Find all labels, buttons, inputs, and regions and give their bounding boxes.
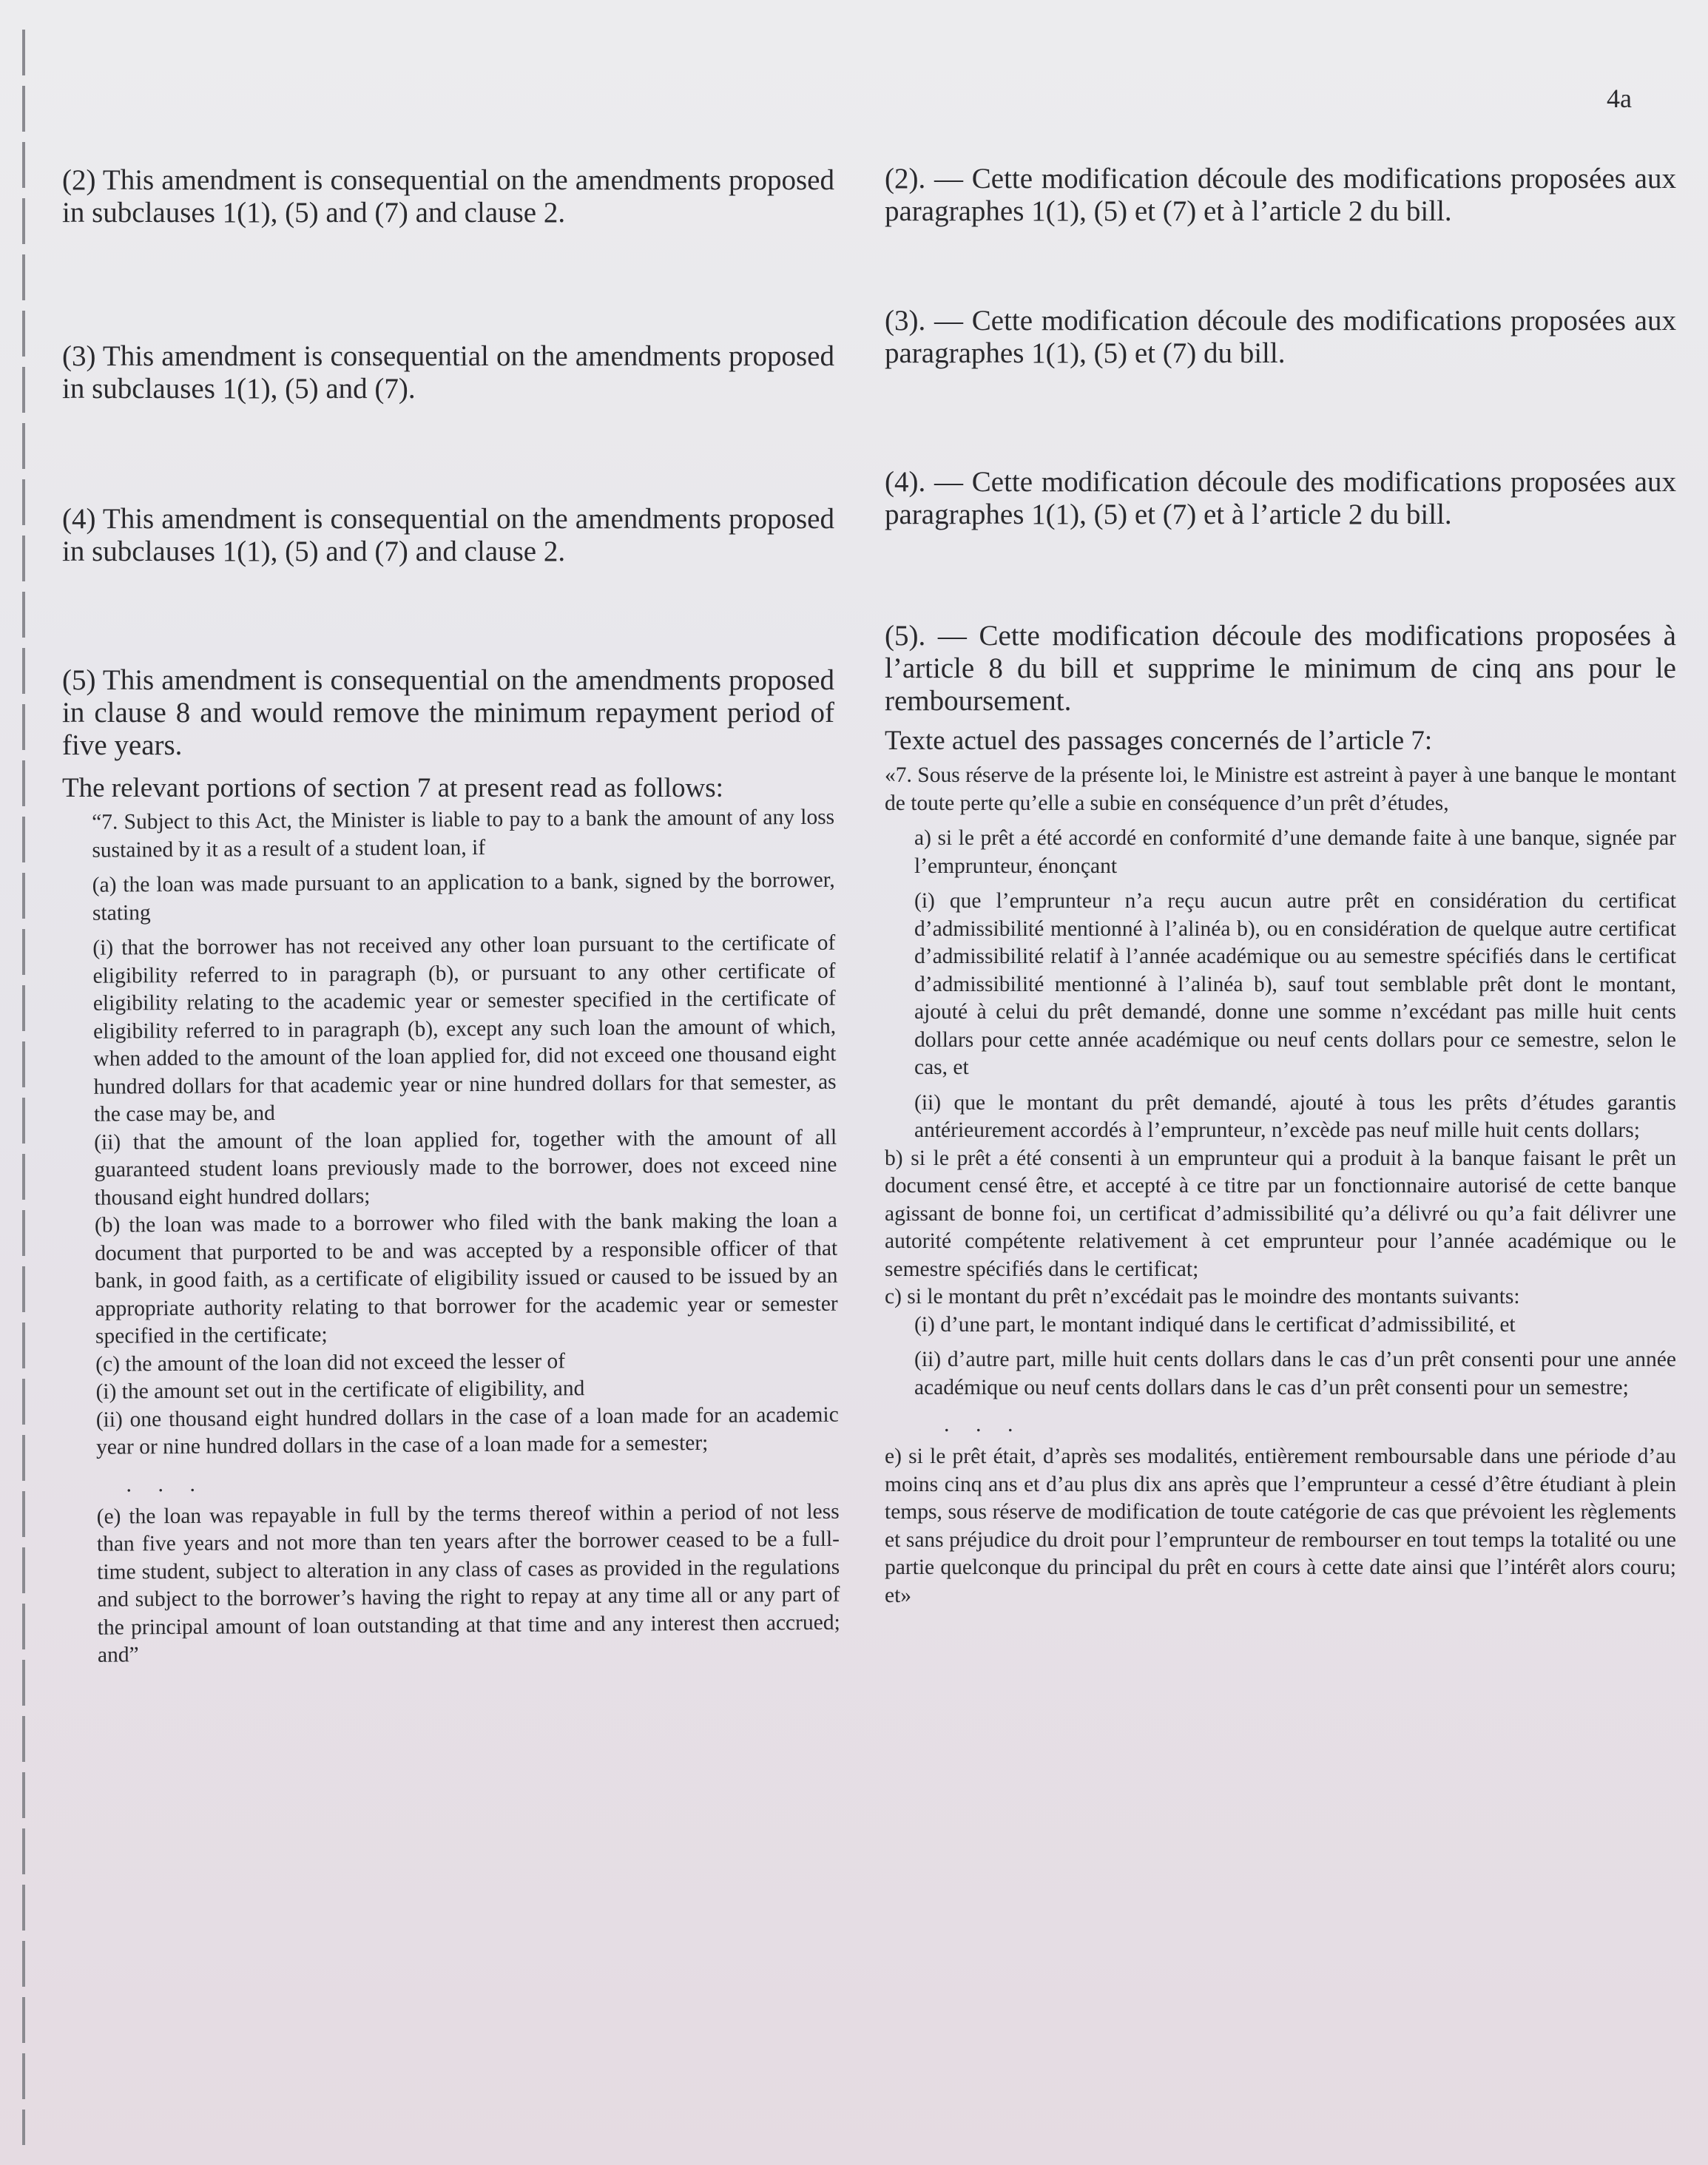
para-c-ii-fr: (ii) d’autre part, mille huit cents dollars dans le cas d’un prêt consenti pour une année académique ou neuf cents dollars dans le cas d’un prêt consenti pour un semestre; <box>914 1348 1676 1399</box>
note-3-fr: (3). — Cette modification découle des modifications proposées aux paragraphes 1(1), (5) et (7) du bill. <box>885 305 1676 369</box>
binding-edge <box>22 30 25 2145</box>
page-number: 4a <box>1607 84 1632 113</box>
note-4-en: (4) This amendment is consequential on the amendments proposed in subclauses 1(1), (5) and (7) and clause 2. <box>62 503 834 567</box>
para-c-fr: c) si le montant du prêt n’excédait pas le moindre des montants suivants: <box>885 1285 1520 1308</box>
para-a-i-en: (i) that the borrower has not received any other loan pursuant to the certificate of eligibility referred to in paragraph (b), or pursuant to any other certificate of eligibility relating to the academic year or semester specified in the certificate of eligibility referred to in paragraph (b), except any such loan the amount of which, when added to the amount of the loan applied for, did not exceed one thousand eight hundred dollars for that academic year or nine hundred dollars for that semester, as the case may be, and <box>92 930 837 1127</box>
section-7-lead-fr: Texte actuel des passages concernés de l’article 7: <box>885 726 1433 756</box>
section-7-lead-en: The relevant portions of section 7 at present read as follows: <box>62 773 723 803</box>
note-4-fr: (4). — Cette modification découle des modifications proposées aux paragraphes 1(1), (5) et (7) et à l’article 2 du bill. <box>885 466 1676 530</box>
section-7-quote-fr <box>885 762 1676 1610</box>
para-b-fr: b) si le prêt a été consenti à un emprunteur qui a produit à la banque faisant le prêt un document censé être, et accepté à ce titre par un fonctionnaire autorisé de cette banque agissant de bonne foi, un certificat d’admissibilité qu’a délivré ou qu’a fait délivrer une autorité compétente relativement à cet emprunteur pour l’année académique ou le semestre spécifiés dans le certificat; <box>885 1146 1676 1281</box>
para-c-en: (c) the amount of the loan did not exceed the lesser of <box>95 1348 566 1377</box>
ellipsis-en: . . . <box>126 1471 206 1496</box>
para-e-fr: e) si le prêt était, d’après ses modalités, entièrement remboursable dans une période d’au moins cinq ans et d’au plus dix ans après que l’emprunteur a cessé d’être étudiant à plein temps, sous réserve de modification de toute catégorie de cas que prévoient les règlements et sans préjudice du droit pour l’emprunteur de rembourser en tout temps la totalité ou une partie quelconque du principal du prêt en cours à cette date ainsi que l’intérêt alors couru; et» <box>885 1445 1676 1607</box>
note-5-en: (5) This amendment is consequential on the amendments proposed in clause 8 and would remove the minimum repayment period of five years. <box>62 664 834 761</box>
s7-intro-fr: «7. Sous réserve de la présente loi, le Ministre est astreint à payer à une banque le montant de toute perte qu’elle a subie en conséquence d’un prêt d’études, <box>885 763 1676 815</box>
ellipsis-fr: . . . <box>944 1412 1024 1436</box>
para-a-fr: a) si le prêt a été accordé en conformité d’une demande faite à une banque, signée par l’emprunteur, énonçant <box>914 826 1676 878</box>
note-2-en: (2) This amendment is consequential on the amendments proposed in subclauses 1(1), (5) and (7) and clause 2. <box>62 164 834 229</box>
para-a-ii-en: (ii) that the amount of the loan applied for, together with the amount of all guaranteed student loans previously made to the borrower, does not exceed nine thousand eight hundred dollars; <box>94 1125 837 1210</box>
french-column <box>885 163 1676 1610</box>
para-c-i-en: (i) the amount set out in the certificate of eligibility, and <box>95 1377 585 1404</box>
para-a-i-fr: (i) que l’emprunteur n’a reçu aucun autre prêt en considération du certificat d’admissibilité mentionné à l’alinéa b), ou en considération de quelque autre certificat d’admissibilité relatif à l’année académique ou au semestre spécifiés dans le certificat d’admissibilité mentionné à l’alinéa b), sauf tout semblable prêt dont le montant, ajouté à celui du prêt demandé, donne une somme n’excédant pas mille huit cents dollars pour cette année académique ou neuf cents dollars pour ce semestre, selon le cas, et <box>914 889 1676 1079</box>
note-3-en: (3) This amendment is consequential on the amendments proposed in subclauses 1(1), (5) and (7). <box>62 340 834 405</box>
para-c-ii-en: (ii) one thousand eight hundred dollars in the case of a loan made for an academic year or nine hundred dollars in the case of a loan made for a semester; <box>95 1402 839 1459</box>
s7-intro-en: “7. Subject to this Act, the Minister is liable to pay to a bank the amount of any loss sustained by it as a result of a student loan, if <box>92 805 835 862</box>
para-a-ii-fr: (ii) que le montant du prêt demandé, ajouté à tous les prêts d’études garantis antérieurement accordés à l’emprunteur, n’excède pas neuf mille huit cents dollars; <box>914 1090 1676 1142</box>
section-7-quote-en <box>62 804 840 1670</box>
english-column <box>62 164 840 1670</box>
note-5-fr: (5). — Cette modification découle des modifications proposées à l’article 8 du bill et supprime le minimum de cinq ans pour le remboursement. <box>885 620 1676 717</box>
para-b-en: (b) the loan was made to a borrower who filed with the bank making the loan a document that purported to be and was accepted by a responsible officer of that bank, in good faith, as a certificate of eligibility issued or caused to be issued by an appropriate authority relating to that borrower for the academic year or semester specified in the certificate; <box>94 1208 838 1348</box>
para-e-en: (e) the loan was repayable in full by the terms thereof within a period of not less than five years and not more than ten years after the borrower ceased to be a full-time student, subject to alteration in any class of cases as provided in the regulations and subject to the borrower’s having the right to repay at any time all or any part of the principal amount of loan outstanding at that time and any interest then accrued; and” <box>96 1499 840 1667</box>
note-2-fr: (2). — Cette modification découle des modifications proposées aux paragraphes 1(1), (5) et (7) et à l’article 2 du bill. <box>885 163 1676 227</box>
para-c-i-fr: (i) d’une part, le montant indiqué dans le certificat d’admissibilité, et <box>914 1312 1516 1337</box>
para-a-en: (a) the loan was made pursuant to an application to a bank, signed by the borrower, stating <box>92 868 835 925</box>
